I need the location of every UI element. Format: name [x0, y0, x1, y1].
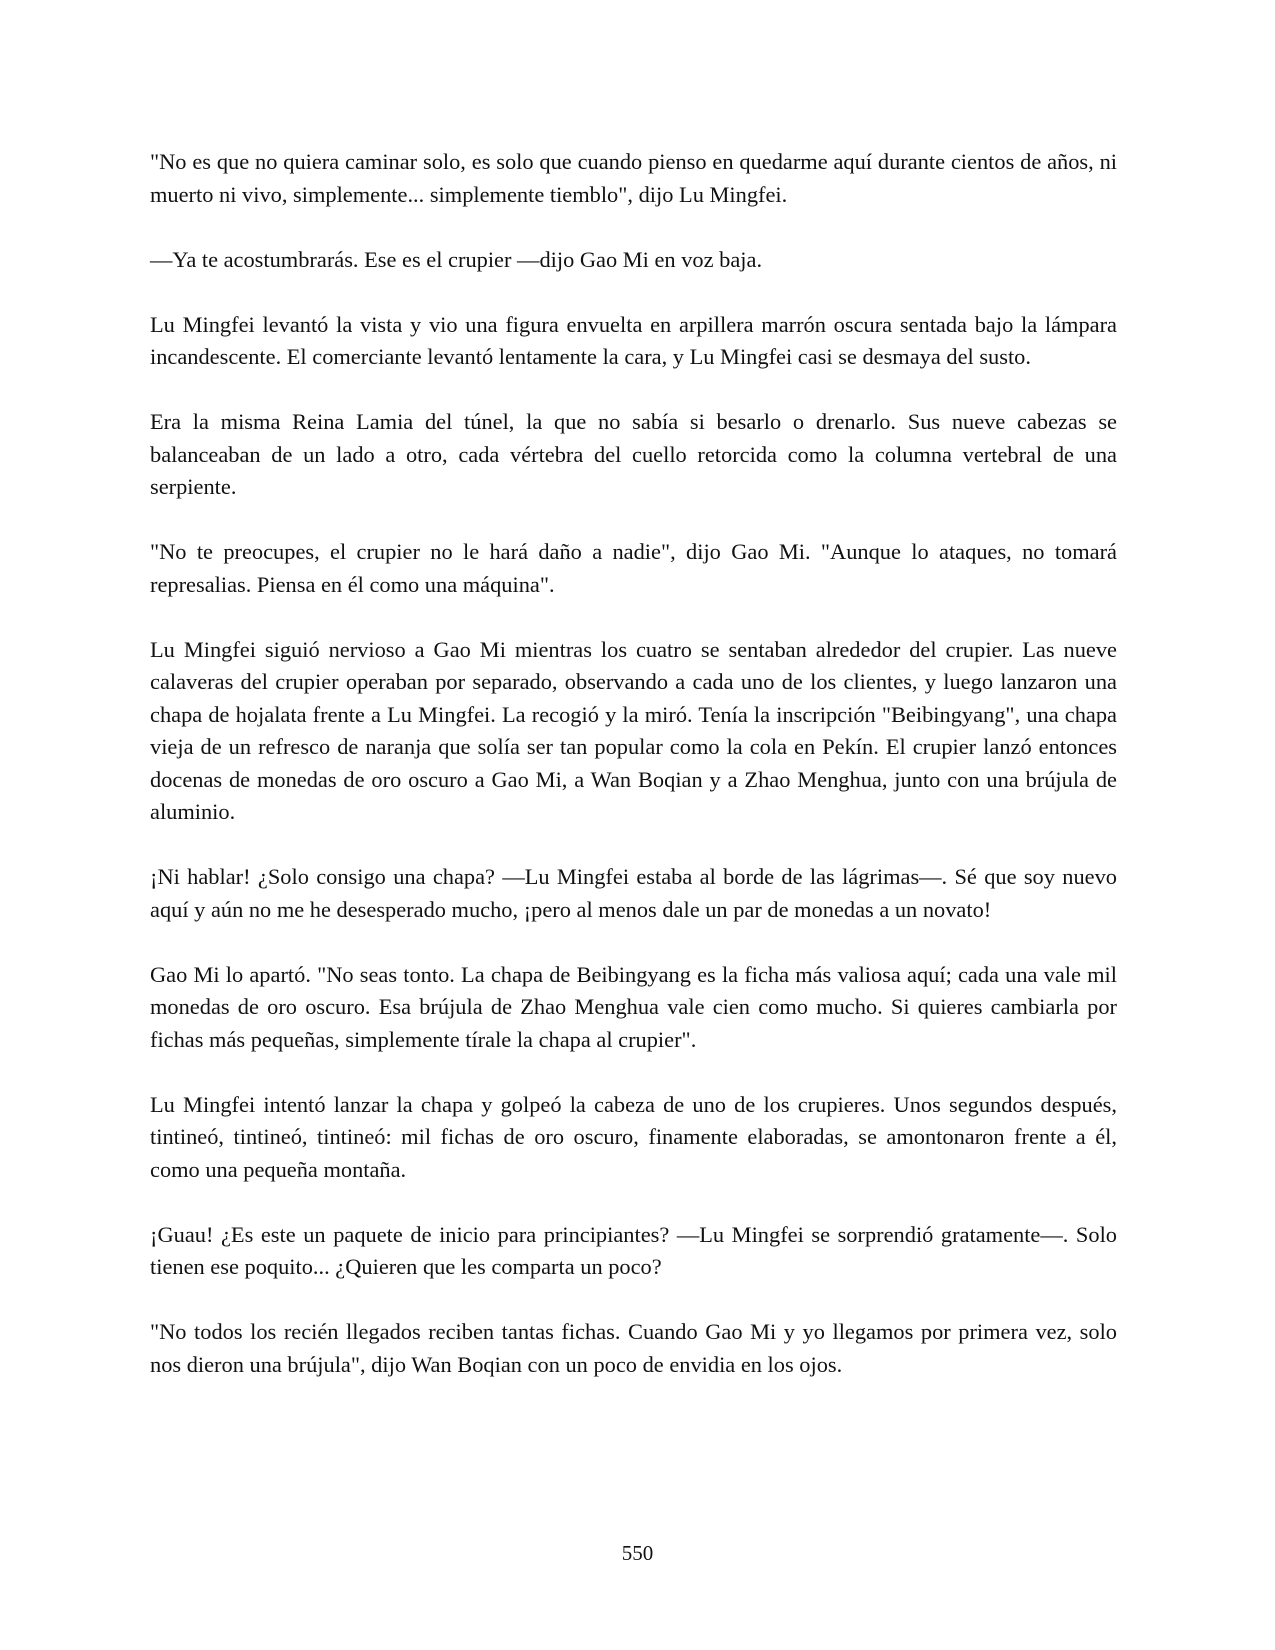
- body-text: [150, 146, 1117, 1414]
- paragraph-10: ¡Guau! ¿Es este un paquete de inicio para principiantes? —Lu Mingfei se sorprendió gratamente—. Solo tienen ese poquito... ¿Quieren que les comparta un poco?: [150, 1221, 1117, 1279]
- page-number: 550: [621, 1541, 654, 1565]
- paragraph-1: "No es que no quiera caminar solo, es solo que cuando pienso en quedarme aquí durante cientos de años, ni muerto ni vivo, simplemente... simplemente tiemblo", dijo Lu Mingfei.: [150, 149, 1117, 207]
- paragraph-2: —Ya te acostumbrarás. Ese es el crupier —dijo Gao Mi en voz baja.: [150, 246, 763, 272]
- paragraph-3: Lu Mingfei levantó la vista y vio una figura envuelta en arpillera marrón oscura sentada bajo la lámpara incandescente. El comerciante levantó lentamente la cara, y Lu Mingfei casi se desmaya del susto.: [150, 311, 1117, 369]
- paragraph-5: "No te preocupes, el crupier no le hará daño a nadie", dijo Gao Mi. "Aunque lo ataques, no tomará represalias. Piensa en él como una máquina".: [150, 539, 1117, 597]
- paragraph-8: Gao Mi lo apartó. "No seas tonto. La chapa de Beibingyang es la ficha más valiosa aquí; cada una vale mil monedas de oro oscuro. Esa brújula de Zhao Menghua vale cien como mucho. Si quieres cambiarla por fichas más pequeñas, simplemente tírale la chapa al crupier".: [150, 961, 1117, 1052]
- paragraph-6: Lu Mingfei siguió nervioso a Gao Mi mientras los cuatro se sentaban alrededor del crupier. Las nueve calaveras del crupier operaban por separado, observando a cada uno de los clientes, y luego lanzaron una chapa de hojalata frente a Lu Mingfei. La recogió y la miró. Tenía la inscripción "Beibingyang", una chapa vieja de un refresco de naranja que solía ser tan popular como la cola en Pekín. El crupier lanzó entonces docenas de monedas de oro oscuro a Gao Mi, a Wan Boqian y a Zhao Menghua, junto con una brújula de aluminio.: [150, 636, 1117, 824]
- paragraph-4: Era la misma Reina Lamia del túnel, la que no sabía si besarlo o drenarlo. Sus nueve cabezas se balanceaban de un lado a otro, cada vértebra del cuello retorcida como la columna vertebral de una serpiente.: [150, 409, 1117, 499]
- paragraph-9: Lu Mingfei intentó lanzar la chapa y golpeó la cabeza de uno de los crupieres. Unos segundos después, tintineó, tintineó, tintineó: mil fichas de oro oscuro, finamente elaboradas, se amontonaron frente a él, como una pequeña montaña.: [150, 1091, 1117, 1182]
- paragraph-11: "No todos los recién llegados reciben tantas fichas. Cuando Gao Mi y yo llegamos por primera vez, solo nos dieron una brújula", dijo Wan Boqian con un poco de envidia en los ojos.: [150, 1319, 1117, 1377]
- paragraph-7: ¡Ni hablar! ¿Solo consigo una chapa? —Lu Mingfei estaba al borde de las lágrimas—. Sé que soy nuevo aquí y aún no me he desesperado mucho, ¡pero al menos dale un par de monedas a un novato!: [150, 864, 1117, 922]
